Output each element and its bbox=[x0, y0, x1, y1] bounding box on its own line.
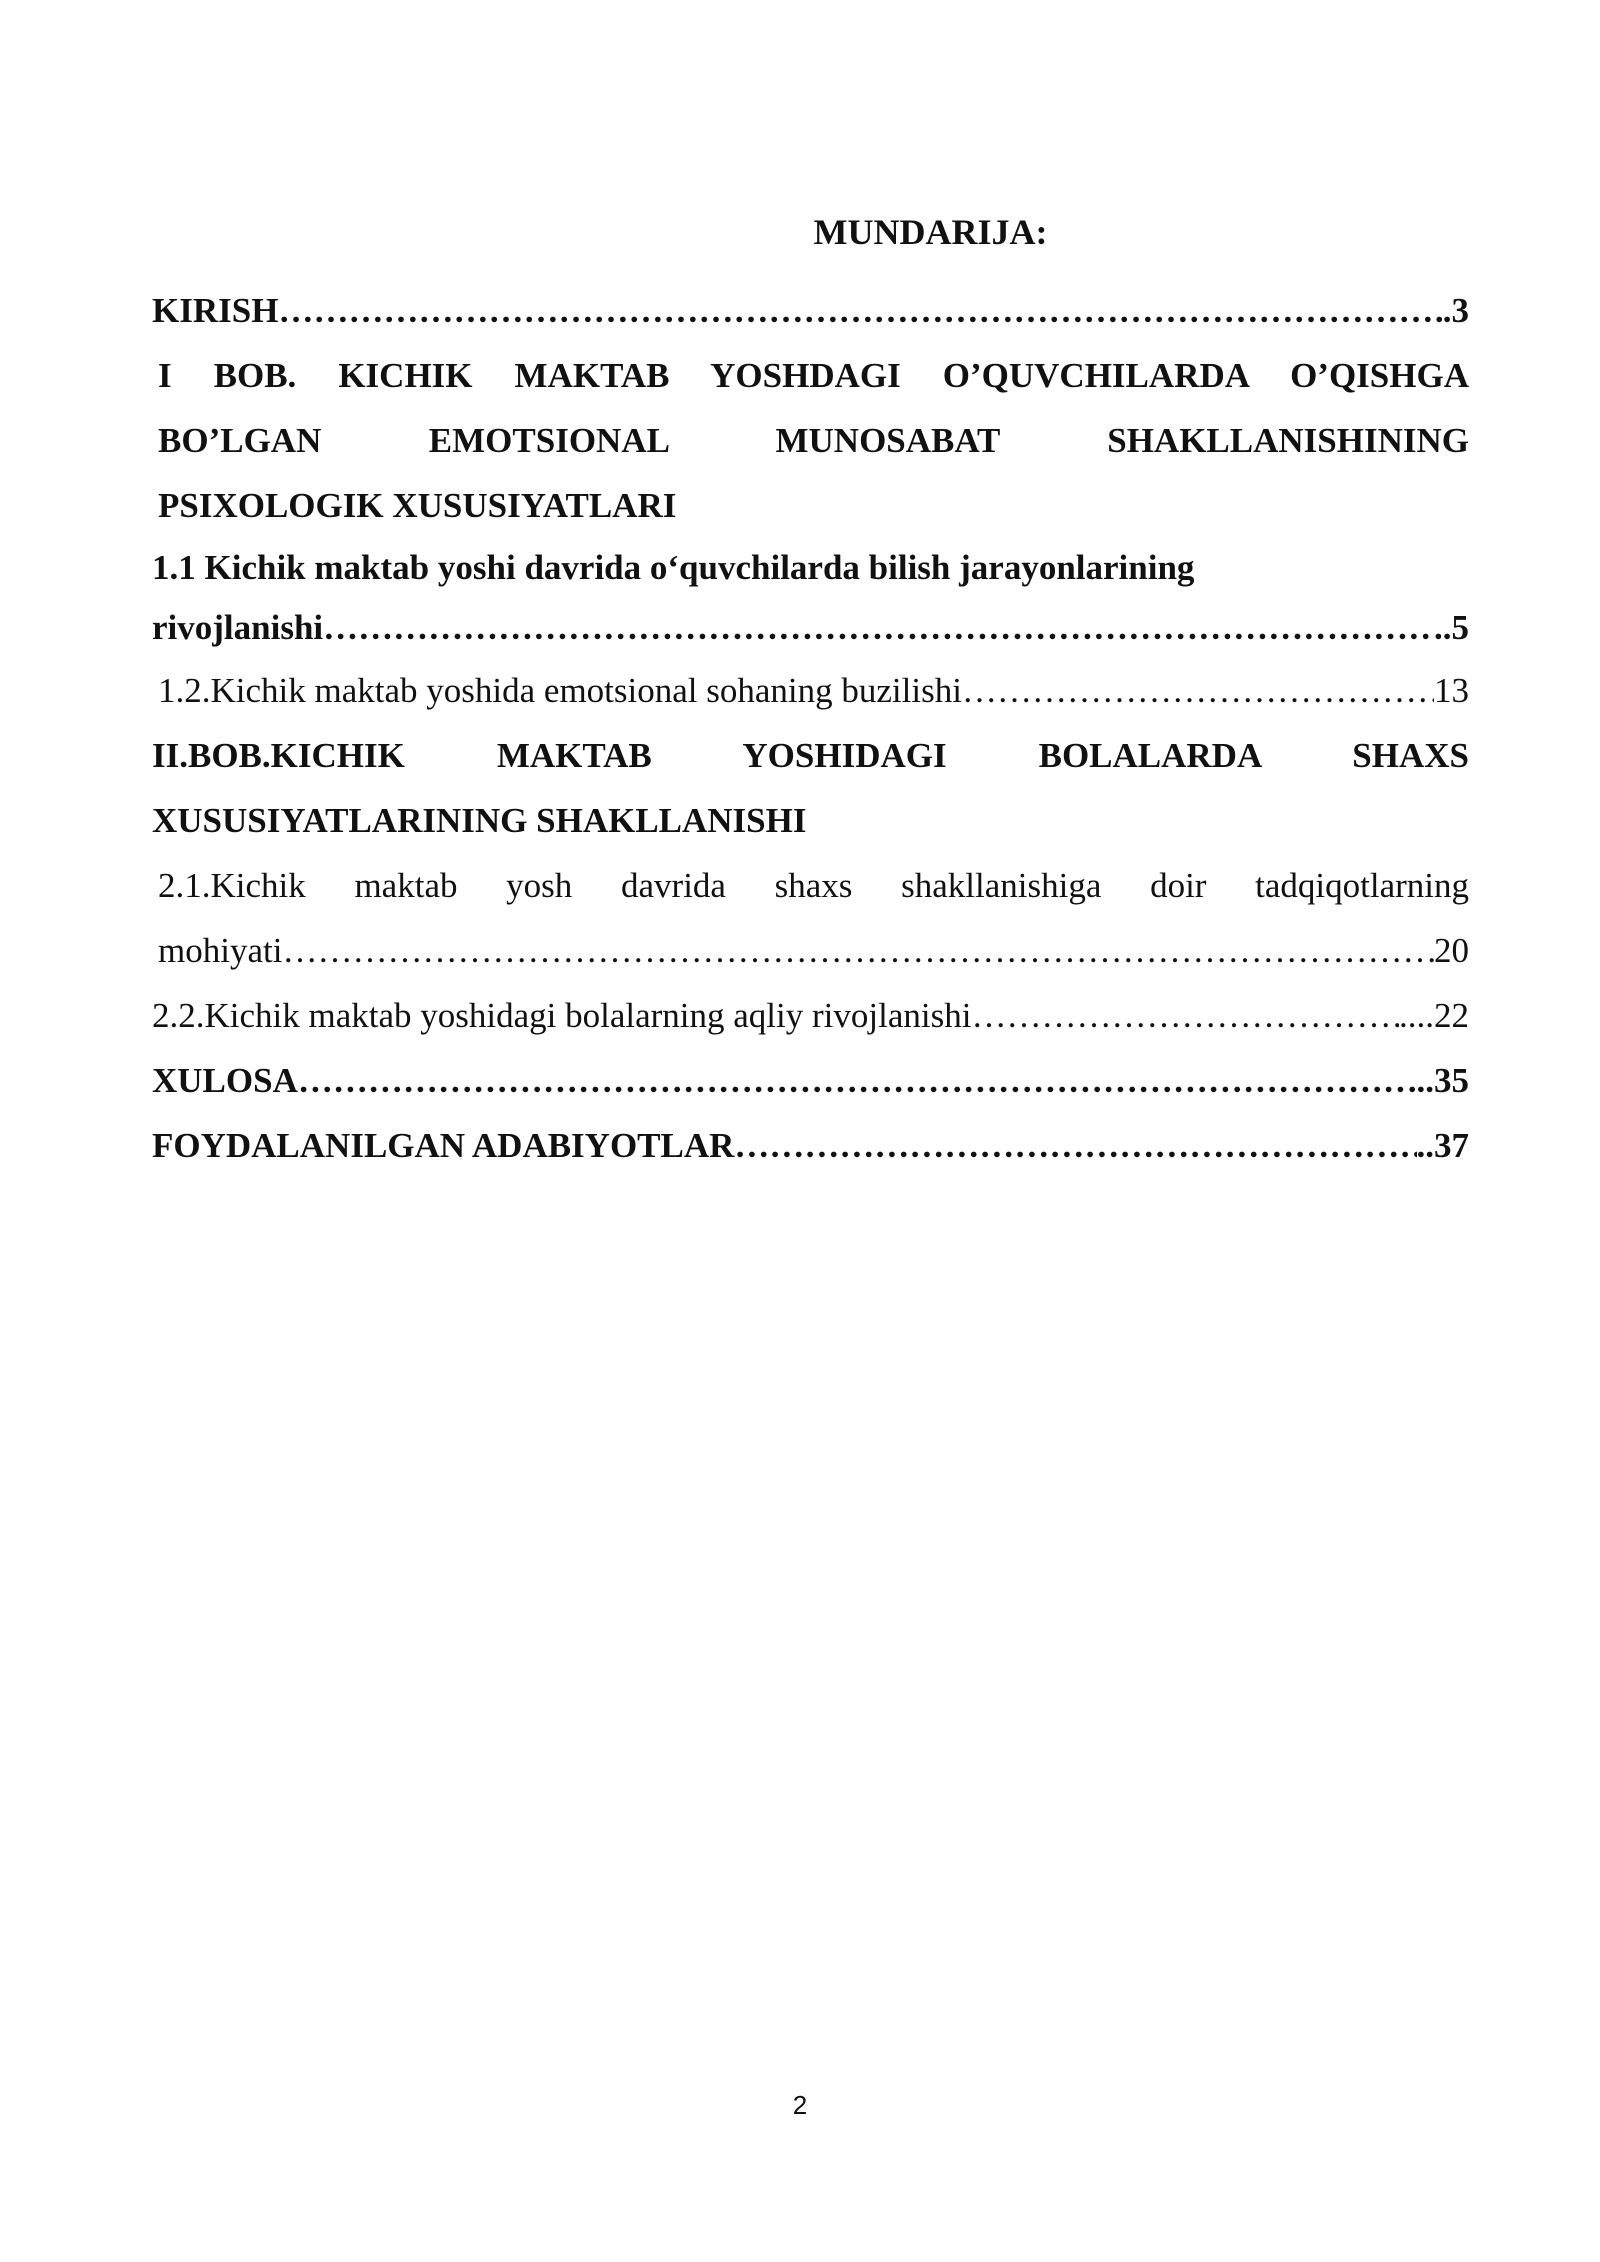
toc-entry-section-2-2[interactable] bbox=[152, 983, 1469, 1048]
toc-entry-page: 20 bbox=[1434, 931, 1469, 970]
toc-entry-line: PSIXOLOGIK XUSUSIYATLARI bbox=[158, 486, 677, 525]
toc-entry-chapter-2[interactable] bbox=[152, 723, 1469, 853]
toc-entry-section-1-1[interactable] bbox=[152, 538, 1469, 658]
toc-entry-chapter-1[interactable] bbox=[152, 343, 1469, 538]
toc-entry-label: FOYDALANILGAN ADABIYOTLAR bbox=[152, 1126, 735, 1165]
toc-entry-kirish[interactable] bbox=[152, 278, 1469, 343]
table-of-contents bbox=[152, 210, 1469, 1178]
toc-entry-bibliography[interactable] bbox=[152, 1113, 1469, 1178]
toc-entry-label: XULOSA bbox=[152, 1061, 298, 1100]
toc-entry-line: 2.1.Kichik maktab yosh davrida shaxs shakllanishiga doir tadqiqotlarning bbox=[158, 866, 1469, 905]
toc-entry-page: ..5 bbox=[1434, 608, 1469, 647]
toc-entry-label: KIRISH bbox=[152, 291, 279, 330]
toc-entry-page: 13 bbox=[1434, 671, 1469, 710]
toc-entry-page: .3 bbox=[1442, 291, 1469, 330]
toc-entry-label: 2.2.Kichik maktab yoshidagi bolalarning aqliy rivojlanishi bbox=[152, 996, 972, 1035]
toc-entry-line: BO’LGAN EMOTSIONAL MUNOSABAT SHAKLLANISHINING bbox=[158, 421, 1469, 460]
toc-entry-line: I BOB. KICHIK MAKTAB YOSHDAGI O’QUVCHILARDA O’QISHGA bbox=[158, 356, 1469, 395]
toc-entry-label: mohiyati bbox=[158, 931, 283, 970]
dot-leader bbox=[278, 278, 1442, 343]
dot-leader bbox=[734, 1113, 1416, 1178]
dot-leader bbox=[298, 1048, 1417, 1113]
page-number: 2 bbox=[792, 2090, 808, 2120]
toc-entry-label: 1.2.Kichik maktab yoshida emotsional sohaning buzilishi bbox=[158, 671, 962, 710]
dot-leader bbox=[282, 918, 1434, 983]
dot-leader bbox=[323, 598, 1434, 658]
toc-entry-line: II.BOB.KICHIK MAKTAB YOSHIDAGI BOLALARDA SHAXS bbox=[152, 736, 1469, 775]
dot-leader bbox=[971, 983, 1399, 1048]
toc-entry-page: ..35 bbox=[1416, 1061, 1469, 1100]
toc-entry-label: rivojlanishi bbox=[152, 608, 324, 647]
toc-entry-section-1-2[interactable] bbox=[152, 658, 1469, 723]
toc-entry-line: XUSUSIYATLARINING SHAKLLANISHI bbox=[152, 801, 807, 840]
toc-entry-section-2-1[interactable] bbox=[152, 853, 1469, 983]
toc-entry-line: 1.1 Kichik maktab yoshi davrida o‘quvchilarda bilish jarayonlarining bbox=[152, 548, 1195, 587]
dot-leader bbox=[962, 658, 1434, 723]
toc-entry-page: ....22 bbox=[1399, 996, 1469, 1035]
toc-entry-page: ..37 bbox=[1416, 1126, 1469, 1165]
toc-title: MUNDARIJA: bbox=[813, 212, 1048, 252]
toc-entry-xulosa[interactable] bbox=[152, 1048, 1469, 1113]
